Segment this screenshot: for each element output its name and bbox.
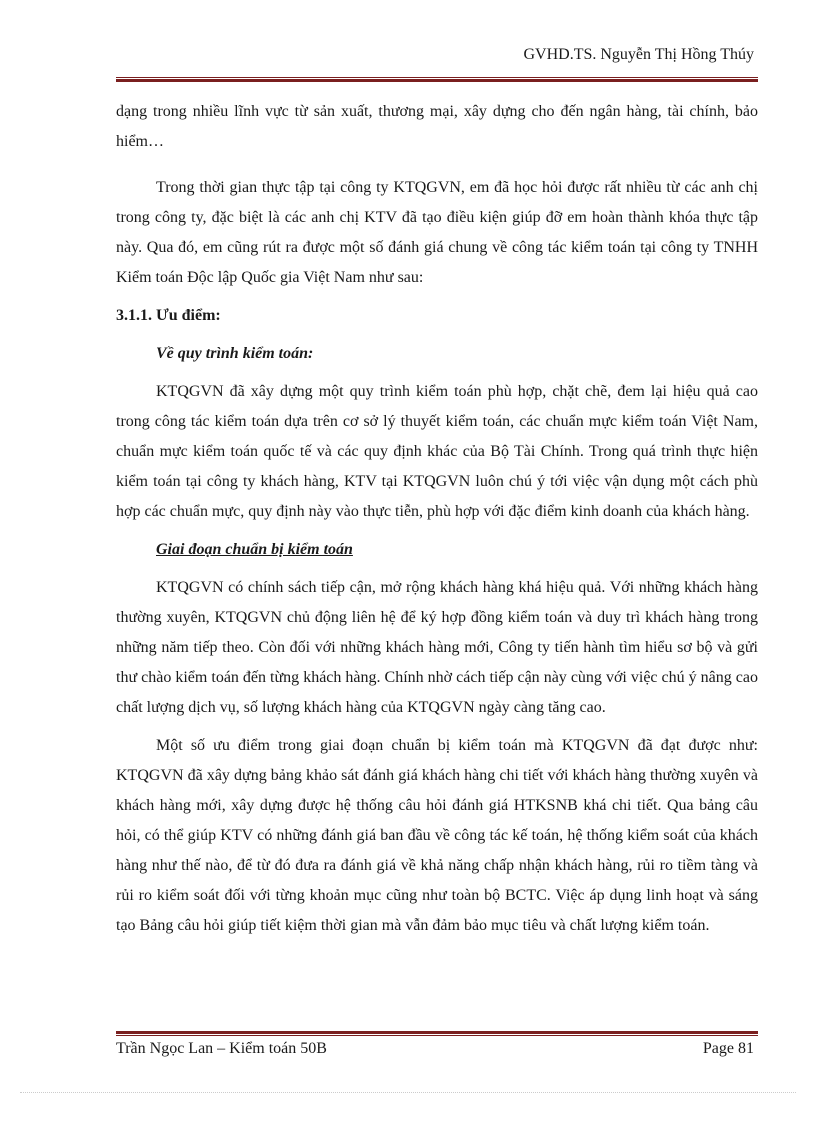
header-advisor: GVHD.TS. Nguyễn Thị Hồng Thúy: [523, 46, 754, 63]
footer-page-number: Page 81: [702, 1040, 754, 1057]
paragraph-3: KTQGVN đã xây dựng một quy trình kiểm toán phù hợp, chặt chẽ, đem lại hiệu quả cao trong công tác kiểm toán dựa trên cơ sở lý thuyết kiểm toán, các chuẩn mực kiểm toán Việt Nam, chuẩn mực kiểm toán quốc tế và các quy định khác của Bộ Tài Chính. Trong quá trình thực hiện kiểm toán tại công ty khách hàng, KTV tại KTQGVN luôn chú ý tới việc vận dụng một cách phù hợp các chuẩn mực, quy định này vào thực tiễn, phù hợp với đặc điểm kinh doanh của khách hàng.: [116, 383, 758, 520]
page-body: [116, 97, 758, 941]
page-edge-divider: [20, 1092, 796, 1093]
section-heading-advantages: 3.1.1. Ưu điểm:: [116, 307, 221, 324]
subheading-preparation-stage: Giai đoạn chuẩn bị kiểm toán: [156, 541, 353, 558]
paragraph-2: Trong thời gian thực tập tại công ty KTQGVN, em đã học hỏi được rất nhiều từ các anh chị trong công ty, đặc biệt là các anh chị KTV đã tạo điều kiện giúp đỡ em hoàn thành khóa thực tập này. Qua đó, em cũng rút ra được một số đánh giá chung về công tác kiểm toán tại công ty TNHH Kiểm toán Độc lập Quốc gia Việt Nam như sau:: [116, 179, 758, 286]
paragraph-4: KTQGVN có chính sách tiếp cận, mở rộng khách hàng khá hiệu quả. Với những khách hàng thường xuyên, KTQGVN chủ động liên hệ để ký hợp đồng kiểm toán và duy trì khách hàng trong những năm tiếp theo. Còn đối với những khách hàng mới, Công ty tiến hành tìm hiểu sơ bộ và gửi thư chào kiểm toán đến từng khách hàng. Chính nhờ cách tiếp cận này cùng với việc chú ý nâng cao chất lượng dịch vụ, số lượng khách hàng của KTQGVN ngày càng tăng cao.: [116, 579, 758, 716]
paragraph-1: dạng trong nhiều lĩnh vực từ sản xuất, thương mại, xây dựng cho đến ngân hàng, tài chính, bảo hiểm…: [116, 103, 758, 150]
footer-rule: [116, 1030, 758, 1036]
footer-author: Trần Ngọc Lan – Kiểm toán 50B: [116, 1040, 327, 1057]
header-rule: [116, 77, 758, 82]
paragraph-5: Một số ưu điểm trong giai đoạn chuẩn bị kiểm toán mà KTQGVN đã đạt được như: KTQGVN đã xây dựng bảng khảo sát đánh giá khách hàng chi tiết với khách hàng thường xuyên và khách hàng mới, xây dựng được hệ thống câu hỏi đánh giá HTKSNB khá chi tiết. Qua bảng câu hỏi, có thể giúp KTV có những đánh giá ban đầu về công tác kế toán, hệ thống kiểm soát của khách hàng như thế nào, để từ đó đưa ra đánh giá về khả năng chấp nhận khách hàng, rủi ro tiềm tàng và rủi ro kiểm soát đối với từng khoản mục cũng như toàn bộ BCTC. Việc áp dụng linh hoạt và sáng tạo Bảng câu hỏi giúp tiết kiệm thời gian mà vẫn đảm bảo mục tiêu và chất lượng kiểm toán.: [116, 737, 758, 934]
subheading-audit-process: Về quy trình kiểm toán:: [156, 345, 314, 362]
